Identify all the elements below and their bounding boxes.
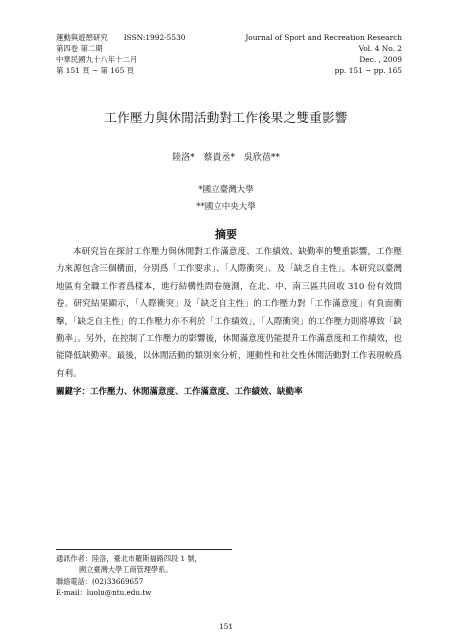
issn: ISSN:1992-5530: [123, 33, 186, 42]
date-en: Dec. , 2009: [359, 55, 402, 64]
header-right: [245, 32, 402, 76]
page-number: 151: [218, 622, 234, 631]
affiliation-2: **國立中央大學: [196, 202, 256, 212]
footnote-divider: [56, 549, 232, 550]
keywords: 關鍵字：工作壓力、休閒滿意度、工作滿意度、工作績效、缺勤率: [56, 387, 303, 397]
header-left: [56, 32, 185, 76]
date-cn: 中華民國九十八年十二月: [56, 55, 138, 64]
volume-en: Vol. 4 No. 2: [358, 44, 402, 53]
paper-title: 工作壓力與休閒活動對工作後果之雙重影響: [104, 110, 348, 125]
footnote-phone: 聯絡電話：(02)33669657: [56, 576, 144, 586]
volume-cn: 第四卷 第二期: [56, 44, 103, 53]
footnote-corresponding-author: 通訊作者：陸洛，臺北市羅斯福路四段 1 號，: [56, 554, 202, 563]
footnote: [56, 553, 202, 599]
journal-name-cn: 運動與遊憩研究: [56, 33, 108, 42]
journal-name-en: Journal of Sport and Recreation Research: [245, 33, 402, 42]
pages-en: pp. 151 ~ pp. 165: [334, 66, 402, 75]
abstract-body: 本研究旨在探討工作壓力與休閒對工作滿意度、工作績效、缺勤率的雙重影響，工作壓力來源包含三個構面，分別爲「工作要求」、「人際衝突」、及「缺乏自主性」。本研究以臺灣地區有全職工作者爲樣本，進行結構性問卷施測，在北、中、南三區共回收 310 份有效問卷。研究結果顯示，「人際衝突」及「缺乏自主性」的工作壓力對「工作滿意度」有負面衝擊，「缺乏自主性」的工作壓力亦不利於「工作績效」，「人際衝突」的工作壓力則將導致「缺勤率」。另外，在控制了工作壓力的影響後，休閒滿意度仍能提升工作滿意度和工作績效，也能降低缺勤率。最後，以休閒活動的類別來分析，運動性和社交性休閒活動對工作表現較爲有利。: [56, 247, 402, 379]
affiliation-1: *國立臺灣大學: [198, 185, 254, 195]
abstract-heading: 摘要: [215, 228, 237, 241]
footnote-department: 國立臺灣大學工商管理學系。: [79, 565, 173, 575]
author-list: 陸洛* 蔡貴丞* 吳欣蓓**: [172, 153, 280, 163]
pages-cn: 第 151 頁 ~ 第 165 頁: [56, 66, 135, 75]
footnote-email: E-mail：luolu@ntu.edu.tw: [56, 588, 152, 598]
